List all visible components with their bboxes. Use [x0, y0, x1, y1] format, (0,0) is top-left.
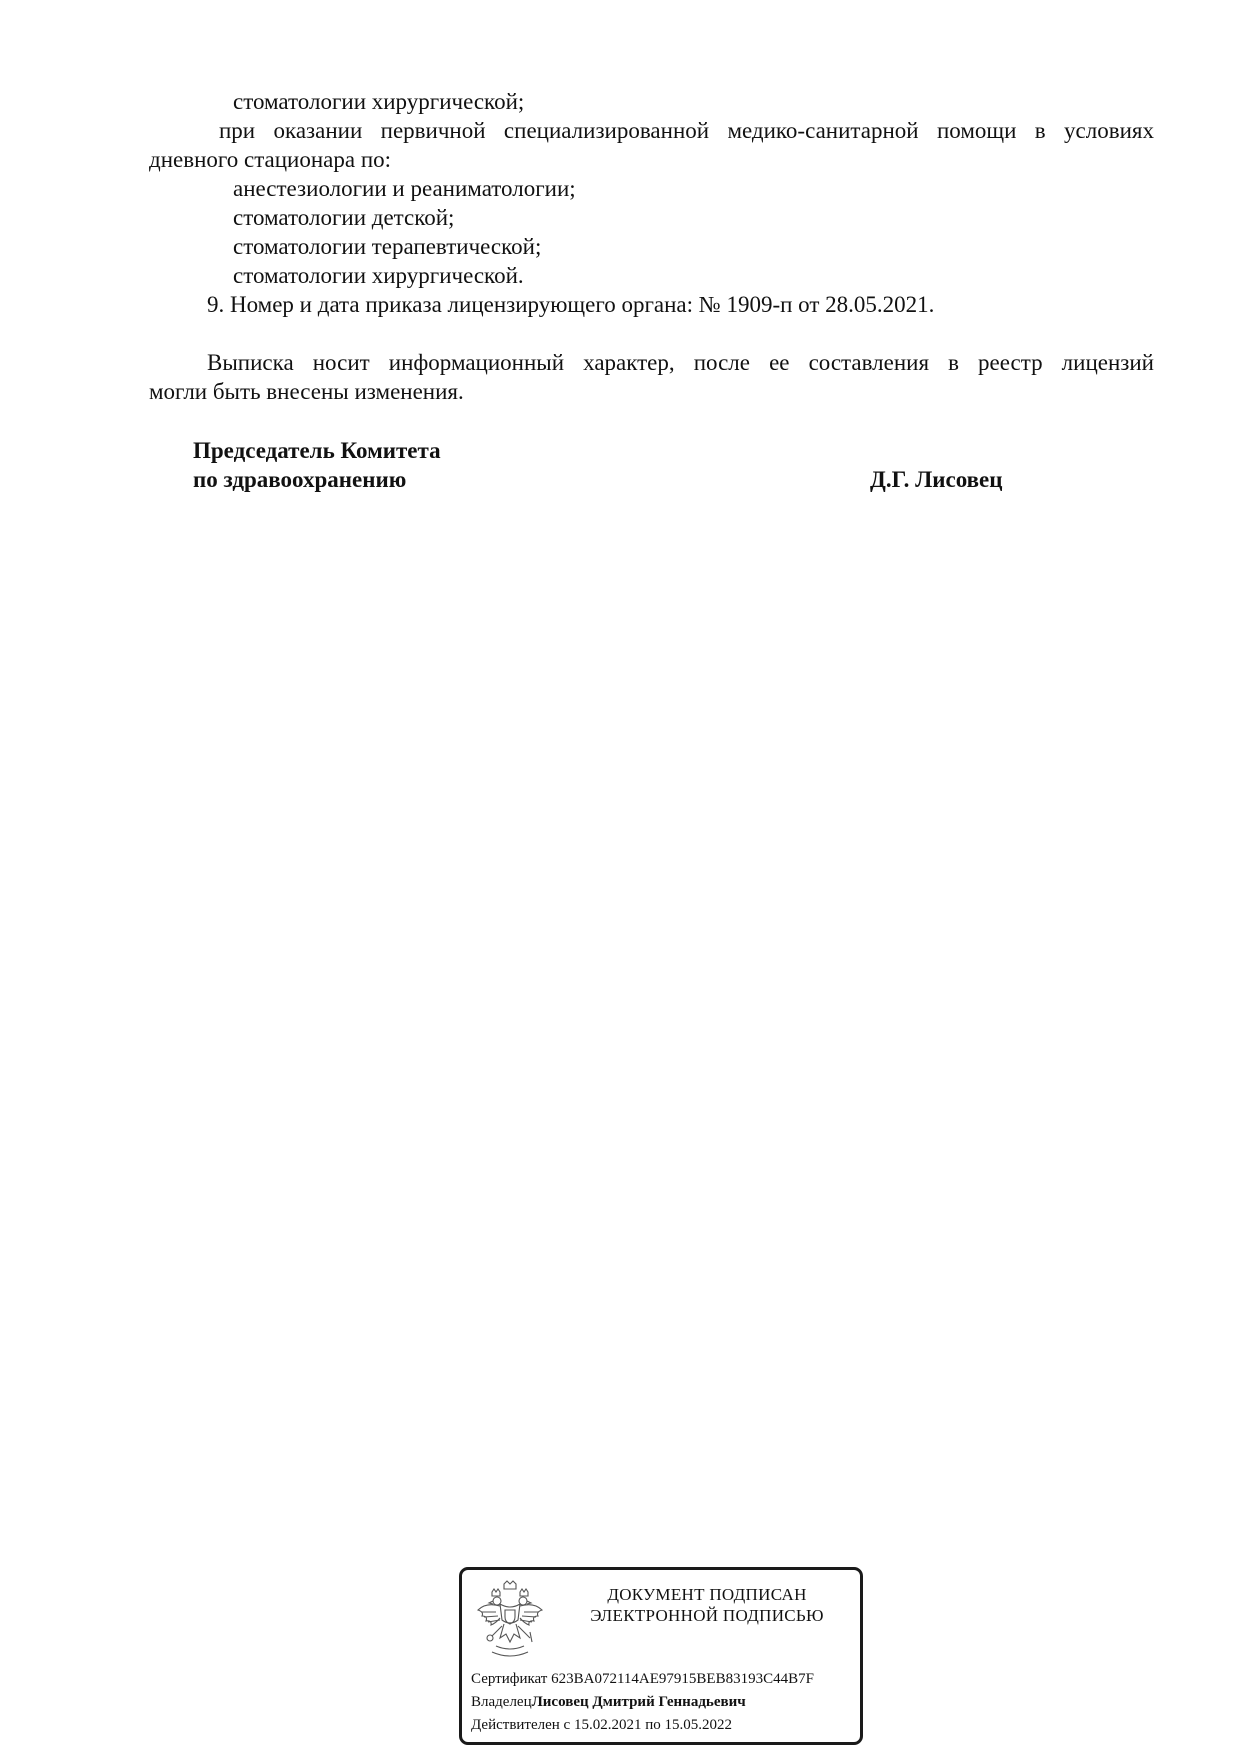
- certificate-value: 623BA072114AE97915BEB83193C44B7F: [551, 1671, 814, 1687]
- info-note-line: Выписка носит информационный характер, после ее составления в реестр лицензий: [207, 350, 1154, 375]
- owner-value: Лисовец Дмитрий Геннадьевич: [531, 1694, 746, 1710]
- list-item: стоматологии терапевтической;: [233, 234, 542, 259]
- russian-coat-of-arms-icon: [474, 1580, 546, 1664]
- list-item: анестезиологии и реаниматологии;: [233, 176, 576, 201]
- certificate-line: [471, 1670, 814, 1689]
- info-note-line: могли быть внесены изменения.: [149, 379, 464, 404]
- certificate-label: Сертификат: [471, 1671, 552, 1687]
- signatory-position: Председатель Комитета: [193, 438, 441, 463]
- owner-label: Владелец: [471, 1694, 532, 1710]
- stamp-title: ДОКУМЕНТ ПОДПИСАН: [607, 1585, 807, 1604]
- signatory-name: Д.Г. Лисовец: [870, 467, 1003, 492]
- order-number-line: 9. Номер и дата приказа лицензирующего органа: № 1909-п от 28.05.2021.: [207, 292, 935, 317]
- list-item: стоматологии детской;: [233, 205, 455, 230]
- signatory-position: по здравоохранению: [193, 467, 407, 492]
- list-item: стоматологии хирургической.: [233, 263, 524, 288]
- text-line: стоматологии хирургической;: [233, 89, 525, 114]
- electronic-signature-stamp: [459, 1567, 863, 1745]
- text-line: дневного стационара по:: [149, 147, 392, 172]
- owner-line: [471, 1693, 746, 1712]
- text-line: при оказании первичной специализированной медико-санитарной помощи в условиях: [219, 118, 1154, 143]
- validity-line: Действителен с 15.02.2021 по 15.05.2022: [471, 1717, 732, 1733]
- stamp-title: ЭЛЕКТРОННОЙ ПОДПИСЬЮ: [590, 1606, 824, 1625]
